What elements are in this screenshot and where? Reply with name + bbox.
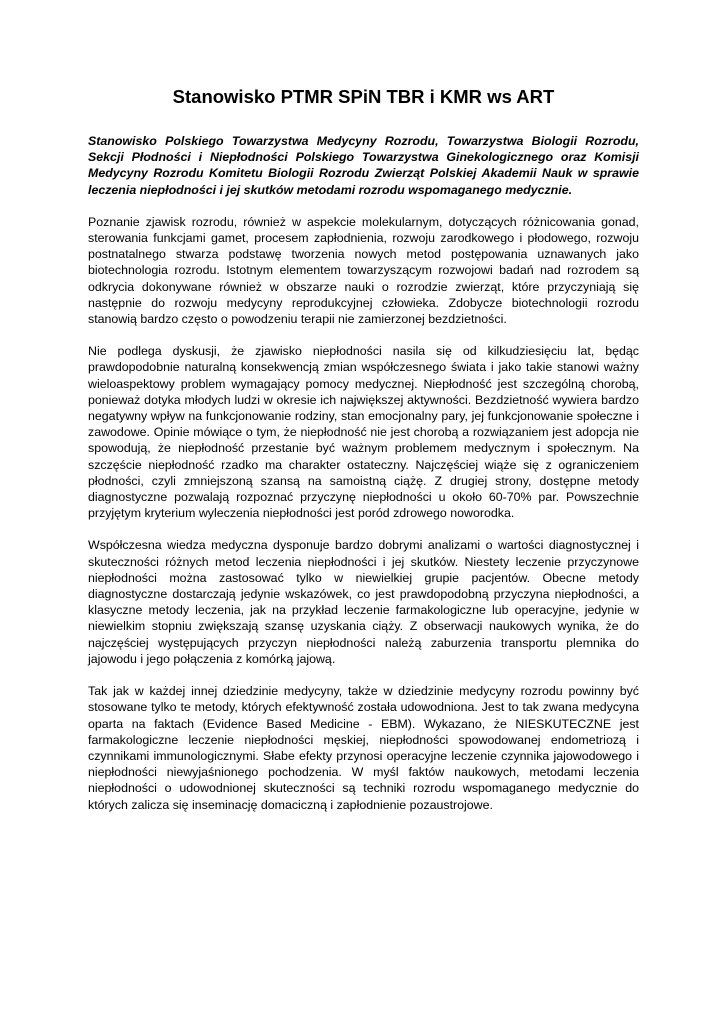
paragraph-2: Nie podlega dyskusji, że zjawisko niepłodności nasila się od kilkudziesięciu lat, będąc prawdopodobnie naturalną konsekwencją zmian współczesnego świata i jako takie stanowi ważny wieloaspektowy problem wymagający pomocy medycznej. Niepłodność jest szczególną chorobą, ponieważ dotyka młodych ludzi w okresie ich największej aktywności. Bezdzietność wywiera bardzo negatywny wpływ na funkcjonowanie rodziny, stan emocjonalny pary, jej funkcjonowanie społeczne i zawodowe. Opinie mówiące o tym, że niepłodność nie jest chorobą a rozwiązaniem jest adopcja nie spowodują, że niepłodność przestanie być ważnym problemem medycznym i społecznym. Na szczęście niepłodność rzadko ma charakter ostateczny. Najczęściej wiąże się z ograniczeniem płodności, czyli zmniejszoną szansą na samoistną ciążę. Z drugiej strony, dostępne metody diagnostyczne pozwalają rozpoznać przyczynę niepłodności u około 60-70% par. Powszechnie przyjętym kryterium wyleczenia niepłodności jest poród zdrowego noworodka. — [88, 344, 639, 521]
document-abstract: Stanowisko Polskiego Towarzystwa Medycyny Rozrodu, Towarzystwa Biologii Rozrodu, Sekcji Płodności i Niepłodności Polskiego Towarzystwa Ginekologicznego oraz Komisji Medycyny Rozrodu Komitetu Biologii Rozrodu Zwierząt Polskiej Akademii Nauk w sprawie leczenia niepłodności i jej skutków metodami rozrodu wspomaganego medycznie. — [88, 134, 639, 197]
paragraph-4: Tak jak w każdej innej dziedzinie medycyny, także w dziedzinie medycyny rozrodu powinny być stosowane tylko te metody, których efektywność została udowodniona. Jest to tak zwana medycyna oparta na faktach (Evidence Based Medicine - EBM). Wykazano, że NIESKUTECZNE jest farmakologiczne leczenie niepłodności męskiej, niepłodności spowodowanej endometriozą i czynnikami immunologicznymi. Słabe efekty przynosi operacyjne leczenie czynnika jajowodowego i niepłodności niewyjaśnionego pochodzenia. W myśl faktów naukowych, metodami leczenia niepłodności o udowodnionej skuteczności są techniki rozrodu wspomaganego medycznie do których zalicza się inseminację domaciczną i zapłodnienie pozaustrojowe. — [88, 684, 639, 812]
paragraph-1: Poznanie zjawisk rozrodu, również w aspekcie molekularnym, dotyczących różnicowania gonad, sterowania funkcjami gamet, procesem zapłodnienia, rozwoju zarodkowego i płodowego, rozwoju postnatalnego stwarza podstawę tworzenia nowych metod postępowania uznawanych jako biotechnologia rozrodu. Istotnym elementem towarzyszącym rozwojowi badań nad rozrodem są odkrycia dokonywane również w obszarze nauki o rozrodzie zwierząt, które przyczyniają się następnie do rozwoju medycyny reprodukcyjnej człowieka. Zdobycze biotechnologii rozrodu stanowią bardzo często o powodzeniu terapii nie zamierzonej bezdzietności. — [88, 214, 639, 327]
document-page — [88, 86, 639, 829]
paragraph-3: Współczesna wiedza medyczna dysponuje bardzo dobrymi analizami o wartości diagnostycznej i skuteczności różnych metod leczenia niepłodności i jej skutków. Niestety leczenie przyczynowe niepłodności można zastosować tylko w niewielkiej grupie pacjentów. Obecne metody diagnostyczne dostarczają jedynie wskazówek, co jest prawdopodobną przyczyna niepłodności, a klasyczne metody leczenia, jak na przykład leczenie farmakologiczne lub operacyjne, jedynie w niewielkim stopniu zwiększają szansę uzyskania ciąży. Z obserwacji naukowych wynika, że do najczęściej występujących przyczyn niepłodności należą zaburzenia transportu plemnika do jajowodu i jego połączenia z komórką jajową. — [88, 538, 639, 666]
document-title: Stanowisko PTMR SPiN TBR i KMR ws ART — [172, 86, 555, 107]
